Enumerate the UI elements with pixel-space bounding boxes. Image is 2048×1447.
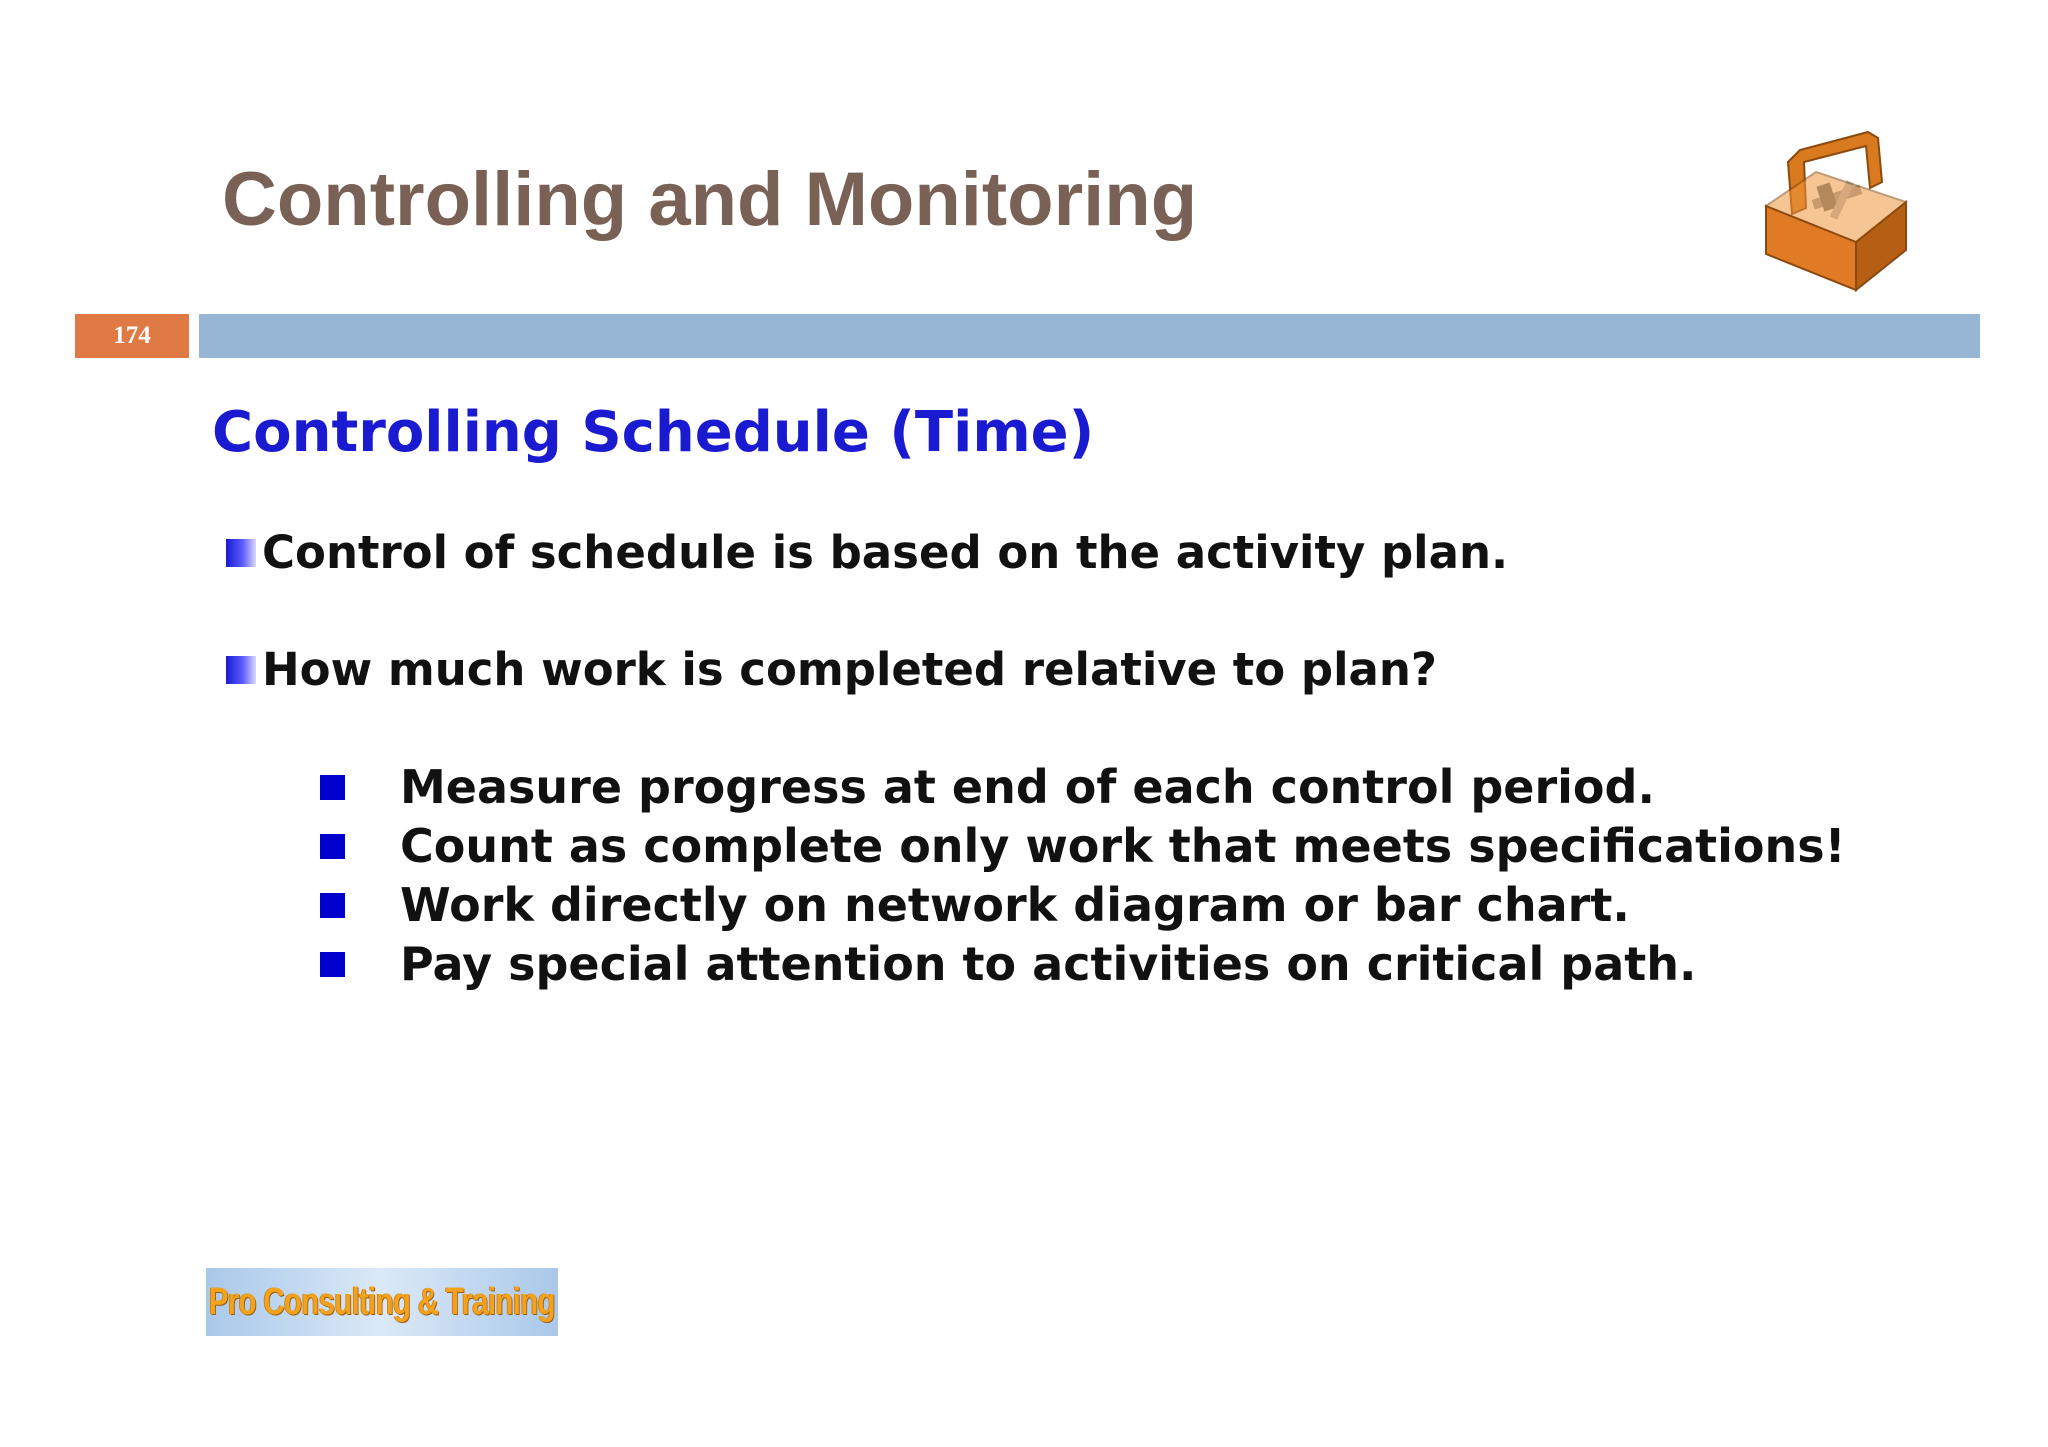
sub-bullet-item: [320, 878, 1630, 933]
sub-bullet-square-icon: [320, 893, 345, 918]
bullet-square-icon: [226, 539, 256, 567]
sub-bullet-item: [320, 760, 1655, 815]
sub-bullet-text: Pay special attention to activities on critical path.: [400, 937, 1697, 991]
slide-subtitle: Controlling Schedule (Time): [212, 400, 1095, 465]
page-number-badge: 174: [75, 314, 189, 358]
sub-bullet-text: Work directly on network diagram or bar chart.: [400, 878, 1630, 932]
sub-bullet-text: Count as complete only work that meets specifications!: [400, 819, 1846, 873]
bullet-text: How much work is completed relative to plan?: [262, 643, 1438, 696]
sub-bullet-item: [320, 937, 1696, 992]
sub-bullet-square-icon: [320, 834, 345, 859]
sub-bullet-square-icon: [320, 775, 345, 800]
bullet-item: [226, 526, 1508, 580]
bullet-text: Control of schedule is based on the activity plan.: [262, 526, 1509, 579]
sub-bullet-text: Measure progress at end of each control period.: [400, 760, 1655, 814]
logo-text: Pro Consulting & Training: [208, 1280, 556, 1323]
bullet-item: [226, 643, 1437, 697]
bullet-list: [226, 0, 2006, 1100]
bullet-square-icon: [226, 656, 256, 684]
sub-bullet-item: [320, 819, 1846, 874]
company-logo: [206, 1268, 558, 1336]
sub-bullet-square-icon: [320, 952, 345, 977]
slide-title: Controlling and Monitoring: [222, 157, 1198, 242]
